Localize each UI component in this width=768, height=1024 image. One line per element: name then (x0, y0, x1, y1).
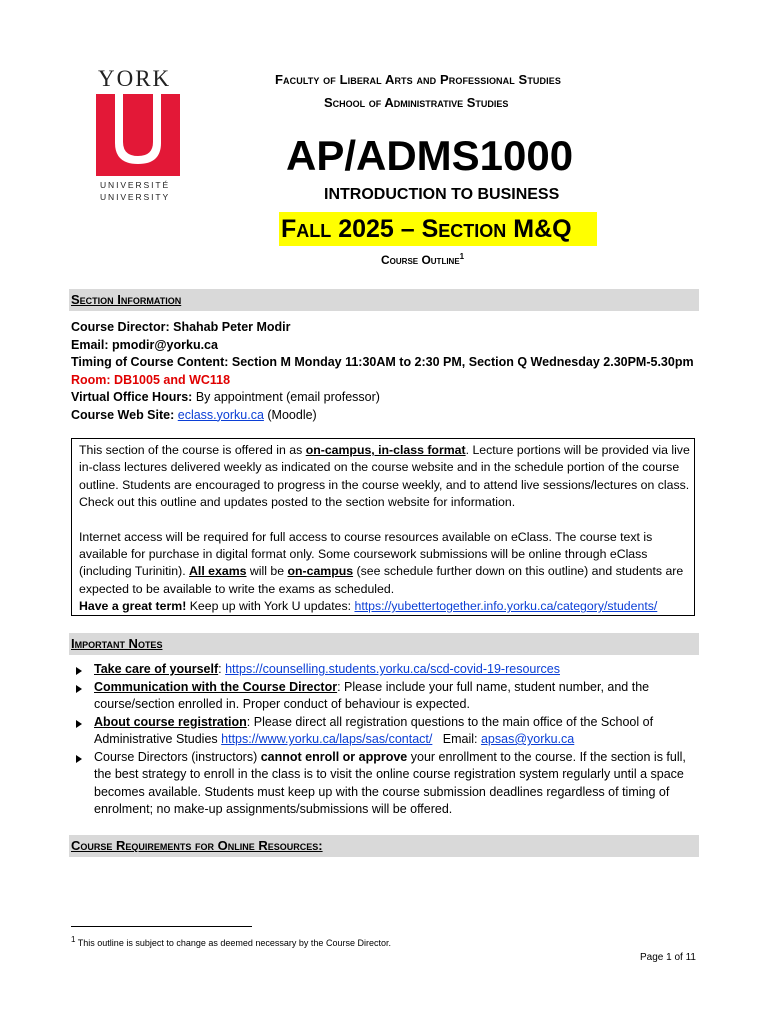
logo-universite-text: UNIVERSITÉ (100, 180, 171, 190)
bullet-arrow-icon (76, 667, 82, 675)
bullet-arrow-icon (76, 755, 82, 763)
course-director-name: Shahab Peter Modir (173, 320, 291, 334)
notice-p2-all-exams: All exams (189, 564, 247, 579)
office-hours-label: Virtual Office Hours: (71, 390, 193, 404)
logo-university-text: UNIVERSITY (100, 192, 171, 202)
term-highlight (279, 212, 597, 246)
email-line (71, 337, 711, 355)
note-take-care-label: Take care of yourself (94, 662, 219, 676)
footnote-number: 1 (71, 935, 76, 944)
page-number: Page 1 of 11 (640, 952, 696, 963)
course-outline-footnote-ref: 1 (459, 252, 465, 261)
timing-line (71, 354, 711, 372)
note-enroll-text: Course Directors (instructors) (94, 749, 261, 764)
section-information-details (71, 319, 711, 424)
notice-great-term: Have a great term! (79, 599, 187, 614)
course-code: AP/ADMS1000 (286, 132, 574, 179)
website-label: Course Web Site: (71, 407, 175, 422)
list-item (74, 714, 704, 749)
course-requirements-heading: Course Requirements for Online Resources: (71, 838, 323, 853)
footnote (71, 935, 391, 948)
note-registration-label: About course registration (94, 714, 247, 729)
bullet-arrow-icon (76, 720, 82, 728)
notice-p2-will-be: will be (246, 564, 288, 579)
york-u-mark-icon (96, 94, 180, 176)
notice-p1-text: This section of the course is offered in as (79, 443, 306, 457)
notice-p1-rest: . Lecture portions will be provided via live in-class lectures delivered weekly as indicated on the course website and in the schedule portion of the course outline. Students are encouraged to progress in the course weekly, and to attend live sessions/lectures on class. Check out this outline and updates posted to the section website for information. (79, 443, 690, 510)
footnote-divider (71, 926, 252, 927)
website-link[interactable]: eclass.yorku.ca (177, 407, 264, 422)
important-notes-list (74, 661, 704, 819)
important-notes-bar (69, 633, 699, 655)
york-university-logo (96, 66, 180, 206)
notice-p2-rest: (see schedule further down on this outline) and students are expected to be available to write the exams as scheduled. (79, 564, 684, 596)
course-title: INTRODUCTION TO BUSINESS (324, 186, 560, 203)
yubettertogether-link[interactable]: https://yubettertogether.info.yorku.ca/category/students/ (354, 599, 658, 614)
note-registration-text: : Please direct all registration questions to the main office of the School of Administrative Studies (94, 714, 654, 746)
course-outline-text: Course Outline (381, 253, 460, 267)
footnote-text: This outline is subject to change as deemed necessary by the Course Director. (77, 938, 391, 948)
office-hours-value: By appointment (email professor) (195, 390, 380, 404)
note-registration-email-label: Email: (432, 732, 481, 746)
notice-p2-text: Internet access will be required for full access to course resources available on eClass. The course text is available for purchase in digital format only. Some coursework submissions will be online through eClass (including Turinitin). (79, 529, 653, 579)
website-line (71, 407, 711, 425)
course-format-notice-box (71, 438, 695, 616)
course-outline-label (381, 252, 464, 267)
note-enroll-bold: cannot enroll or approve (260, 749, 408, 764)
term-label: Fall 2025 – Section M&Q (281, 215, 572, 243)
timing-value: Section M Monday 11:30AM to 2:30 PM, Section Q Wednesday 2.30PM-5.30pm (231, 355, 694, 369)
notice-p2-on-campus: on-campus (287, 564, 354, 579)
note-communication-label: Communication with the Course Director (94, 679, 338, 694)
counselling-link[interactable]: https://counselling.students.yorku.ca/scd-covid-19-resources (225, 662, 560, 676)
school-name: School of Administrative Studies (324, 95, 509, 110)
notice-paragraph-1 (79, 442, 691, 512)
note-communication-text: : Please include your full name, student number, and the course/section enrolled in. Proper conduct of behaviour is expected. (94, 679, 650, 711)
email-value: pmodir@yorku.ca (112, 337, 218, 352)
list-item (74, 749, 704, 819)
notice-p3-text: Keep up with York U updates: (186, 599, 355, 614)
office-hours-line (71, 389, 711, 407)
list-item (74, 679, 704, 714)
section-information-heading: Section Information (71, 292, 182, 307)
email-label: Email: (71, 337, 109, 352)
logo-york-text: YORK (98, 66, 172, 91)
sas-contact-link[interactable]: https://www.yorku.ca/laps/sas/contact/ (221, 732, 433, 746)
course-requirements-bar (69, 835, 699, 857)
course-director-label: Course Director: (71, 320, 170, 334)
section-information-bar (69, 289, 699, 311)
bullet-arrow-icon (76, 685, 82, 693)
course-director-line (71, 319, 711, 337)
notice-paragraph-3 (79, 598, 691, 615)
apsas-email-link[interactable]: apsas@yorku.ca (480, 732, 575, 746)
faculty-name: Faculty of Liberal Arts and Professional Studies (275, 72, 561, 87)
timing-label: Timing of Course Content: (71, 355, 229, 369)
room-line: Room: DB1005 and WC118 (71, 372, 231, 387)
list-item (74, 661, 704, 679)
notice-p1-format: on-campus, in-class format (305, 443, 466, 457)
note-enroll-rest: your enrollment to the course. If the section is full, the best strategy to enroll in the class is to visit the online course registration system regularly until a space becomes available. Students must keep up with the course submission deadlines regardless of timing of enrolment; no make-up assignments/submissions will be offered. (94, 749, 686, 816)
note-take-care-sep: : (218, 662, 226, 676)
notice-paragraph-2 (79, 529, 691, 599)
website-suffix: (Moodle) (267, 407, 317, 422)
important-notes-heading: Important Notes (71, 636, 163, 651)
